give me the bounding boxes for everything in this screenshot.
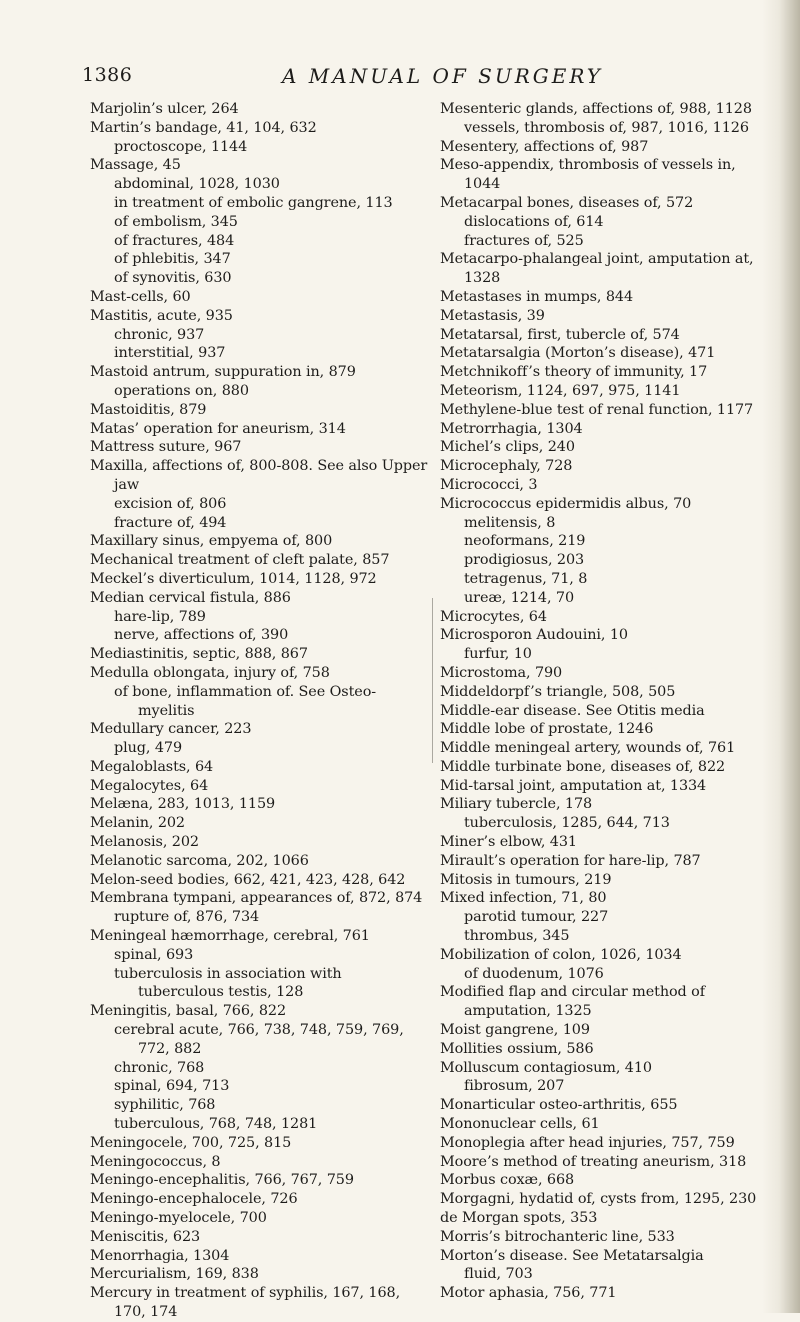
index-subentry: tuberculosis in association with tuberculous testis, 128 (114, 965, 342, 1001)
index-entry: Mixed infection, 71, 80 (440, 890, 607, 907)
index-entry: Morbus coxæ, 668 (440, 1172, 575, 1189)
index-subentry: prodigiosus, 203 (464, 552, 585, 569)
index-subentry: neoformans, 219 (464, 533, 586, 550)
index-entry: Melon-seed bodies, 662, 421, 423, 428, 642 (90, 871, 406, 888)
index-entry: Microstoma, 790 (440, 664, 563, 681)
index-subentry: of fractures, 484 (114, 232, 235, 249)
index-entry: Mediastinitis, septic, 888, 867 (90, 646, 308, 663)
index-entry: Median cervical fistula, 886 (90, 589, 291, 606)
index-subentry: fluid, 703 (464, 1266, 533, 1283)
index-entry: Maxilla, affections of, 800-808. See also Upper jaw (90, 458, 428, 493)
index-subentry: nerve, affections of, 390 (114, 627, 289, 644)
index-entry: Middle meningeal artery, wounds of, 761 (440, 740, 736, 757)
index-subentry: spinal, 693 (114, 946, 194, 963)
column-divider (432, 598, 433, 763)
index-entry: Metacarpo-phalangeal joint, amputation at, 1328 (440, 251, 754, 287)
index-entry: Medulla oblongata, injury of, 758 (90, 664, 330, 681)
index-entry: Miliary tubercle, 178 (440, 796, 593, 813)
index-entry: Metacarpal bones, diseases of, 572 (440, 194, 694, 211)
index-entry: Motor aphasia, 756, 771 (440, 1285, 617, 1302)
index-entry: Melanosis, 202 (90, 834, 199, 851)
index-entry: Micrococci, 3 (440, 476, 538, 493)
index-entry: Martin’s bandage, 41, 104, 632 (90, 119, 317, 136)
index-entry: Micrococcus epidermidis albus, 70 (440, 495, 692, 512)
index-subentry: in treatment of embolic gangrene, 113 (114, 194, 393, 211)
index-subentry: tuberculosis, 1285, 644, 713 (464, 815, 670, 832)
index-subentry: of embolism, 345 (114, 213, 238, 230)
index-entry: Moist gangrene, 109 (440, 1022, 590, 1039)
index-subentry: interstitial, 937 (114, 345, 226, 362)
index-entry: Metastases in mumps, 844 (440, 288, 634, 305)
index-entry: Meso-appendix, thrombosis of vessels in, 1044 (440, 157, 736, 193)
index-entry: Monarticular osteo-arthritis, 655 (440, 1097, 678, 1114)
index-entry: Medullary cancer, 223 (90, 721, 252, 738)
index-entry: Mobilization of colon, 1026, 1034 (440, 946, 682, 963)
index-entry: Megalocytes, 64 (90, 777, 209, 794)
index-entry: Mastoid antrum, suppuration in, 879 (90, 364, 356, 381)
index-subentry: of duodenum, 1076 (464, 965, 604, 982)
index-entry: Melanotic sarcoma, 202, 1066 (90, 852, 309, 869)
index-entry: Microsporon Audouini, 10 (440, 627, 628, 644)
index-entry: Meckel’s diverticulum, 1014, 1128, 972 (90, 570, 377, 587)
index-subentry: fractures of, 525 (464, 232, 584, 249)
index-subentry: chronic, 768 (114, 1059, 205, 1076)
index-subentry: thrombus, 345 (464, 928, 570, 945)
index-subentry: rupture of, 876, 734 (114, 909, 260, 926)
index-subentry: cerebral acute, 766, 738, 748, 759, 769, 772, 882 (114, 1022, 404, 1057)
running-title: A MANUAL OF SURGERY (282, 64, 604, 88)
index-subentry: fracture of, 494 (114, 514, 227, 531)
index-subentry: melitensis, 8 (464, 514, 556, 531)
index-entry: Metastasis, 39 (440, 307, 545, 324)
index-subentry: tuberculous, 768, 748, 1281 (114, 1116, 318, 1133)
index-entry: Mitosis in tumours, 219 (440, 871, 612, 888)
index-entry: Miner’s elbow, 431 (440, 834, 577, 851)
index-entry: Middeldorpf’s triangle, 508, 505 (440, 683, 676, 700)
index-column-right (440, 100, 765, 1303)
index-entry: Mononuclear cells, 61 (440, 1116, 600, 1133)
index-column-left (90, 100, 428, 1322)
index-entry: Middle turbinate bone, diseases of, 822 (440, 758, 726, 775)
index-entry: Molluscum contagiosum, 410 (440, 1059, 652, 1076)
index-entry: Marjolin’s ulcer, 264 (90, 101, 239, 117)
index-entry: Michel’s clips, 240 (440, 439, 575, 456)
index-entry: Morgagni, hydatid of, cysts from, 1295, 230 (440, 1191, 757, 1208)
index-subentry: spinal, 694, 713 (114, 1078, 230, 1095)
index-subentry: proctoscope, 1144 (114, 138, 248, 155)
index-entry: Mesentery, affections of, 987 (440, 138, 649, 155)
index-entry: Meniscitis, 623 (90, 1228, 201, 1245)
page-number: 1386 (82, 64, 133, 86)
index-entry: Monoplegia after head injuries, 757, 759 (440, 1134, 735, 1151)
index-entry: Mesenteric glands, affections of, 988, 1128 (440, 101, 752, 117)
index-entry: Mercury in treatment of syphilis, 167, 168, 170, 174 (90, 1285, 401, 1320)
index-entry: Membrana tympani, appearances of, 872, 874 (90, 890, 423, 907)
index-entry: Metatarsalgia (Morton’s disease), 471 (440, 345, 716, 362)
index-entry: Megaloblasts, 64 (90, 758, 214, 775)
index-subentry: fibrosum, 207 (464, 1078, 565, 1095)
index-entry: de Morgan spots, 353 (440, 1210, 598, 1227)
index-entry: Meningo-encephalitis, 766, 767, 759 (90, 1172, 354, 1189)
index-entry: Melæna, 283, 1013, 1159 (90, 796, 276, 813)
index-entry: Mid-tarsal joint, amputation at, 1334 (440, 777, 707, 794)
index-entry: Meningo-encephalocele, 726 (90, 1191, 298, 1208)
index-entry: Meningo-myelocele, 700 (90, 1210, 267, 1227)
index-subentry: syphilitic, 768 (114, 1097, 216, 1114)
index-entry: Melanin, 202 (90, 815, 185, 832)
index-entry: Mirault’s operation for hare-lip, 787 (440, 852, 701, 869)
index-entry: Matas’ operation for aneurism, 314 (90, 420, 346, 437)
index-entry: Moore’s method of treating aneurism, 318 (440, 1153, 747, 1170)
index-entry: Meningococcus, 8 (90, 1153, 221, 1170)
index-subentry: furfur, 10 (464, 646, 532, 663)
index-entry: Massage, 45 (90, 157, 181, 174)
page-edge-shadow (762, 0, 800, 1313)
index-subentry: dislocations of, 614 (464, 213, 604, 230)
index-subentry: of bone, inflammation of. See Osteo-myelitis (114, 683, 377, 719)
index-entry: Mattress suture, 967 (90, 439, 242, 456)
index-entry: Meningitis, basal, 766, 822 (90, 1003, 287, 1020)
index-entry: Mechanical treatment of cleft palate, 857 (90, 552, 390, 569)
index-subentry: abdominal, 1028, 1030 (114, 176, 280, 193)
index-subentry: excision of, 806 (114, 495, 227, 512)
index-entry: Meningocele, 700, 725, 815 (90, 1134, 292, 1151)
index-entry: Methylene-blue test of renal function, 1177 (440, 401, 754, 418)
index-entry: Metatarsal, first, tubercle of, 574 (440, 326, 680, 343)
index-subentry: ureæ, 1214, 70 (464, 589, 575, 606)
index-entry: Morris’s bitrochanteric line, 533 (440, 1228, 675, 1245)
index-subentry: plug, 479 (114, 740, 183, 757)
index-entry: Mastitis, acute, 935 (90, 307, 233, 324)
index-entry: Middle-ear disease. See Otitis media (440, 702, 705, 719)
index-subentry: hare-lip, 789 (114, 608, 206, 625)
index-entry: Mercurialism, 169, 838 (90, 1266, 259, 1283)
index-subentry: operations on, 880 (114, 382, 249, 399)
index-entry: Meningeal hæmorrhage, cerebral, 761 (90, 928, 370, 945)
index-subentry: chronic, 937 (114, 326, 205, 343)
index-entry: Meteorism, 1124, 697, 975, 1141 (440, 382, 681, 399)
index-entry: Metrorrhagia, 1304 (440, 420, 583, 437)
index-subentry: of synovitis, 630 (114, 270, 232, 287)
index-entry: Mollities ossium, 586 (440, 1040, 594, 1057)
index-entry: Mastoiditis, 879 (90, 401, 207, 418)
index-entry: Mast-cells, 60 (90, 288, 191, 305)
page-header (0, 64, 800, 98)
index-entry: Metchnikoff’s theory of immunity, 17 (440, 364, 708, 381)
index-entry: Middle lobe of prostate, 1246 (440, 721, 654, 738)
index-entry: Maxillary sinus, empyema of, 800 (90, 533, 333, 550)
index-entry: Modified flap and circular method of amputation, 1325 (440, 984, 705, 1020)
index-subentry: of phlebitis, 347 (114, 251, 231, 268)
index-subentry: parotid tumour, 227 (464, 909, 609, 926)
index-subentry: tetragenus, 71, 8 (464, 570, 588, 587)
index-entry: Microcytes, 64 (440, 608, 547, 625)
index-entry: Morton’s disease. See Metatarsalgia (440, 1247, 704, 1264)
index-entry: Menorrhagia, 1304 (90, 1247, 230, 1264)
index-entry: Microcephaly, 728 (440, 458, 573, 475)
index-subentry: vessels, thrombosis of, 987, 1016, 1126 (464, 119, 749, 136)
